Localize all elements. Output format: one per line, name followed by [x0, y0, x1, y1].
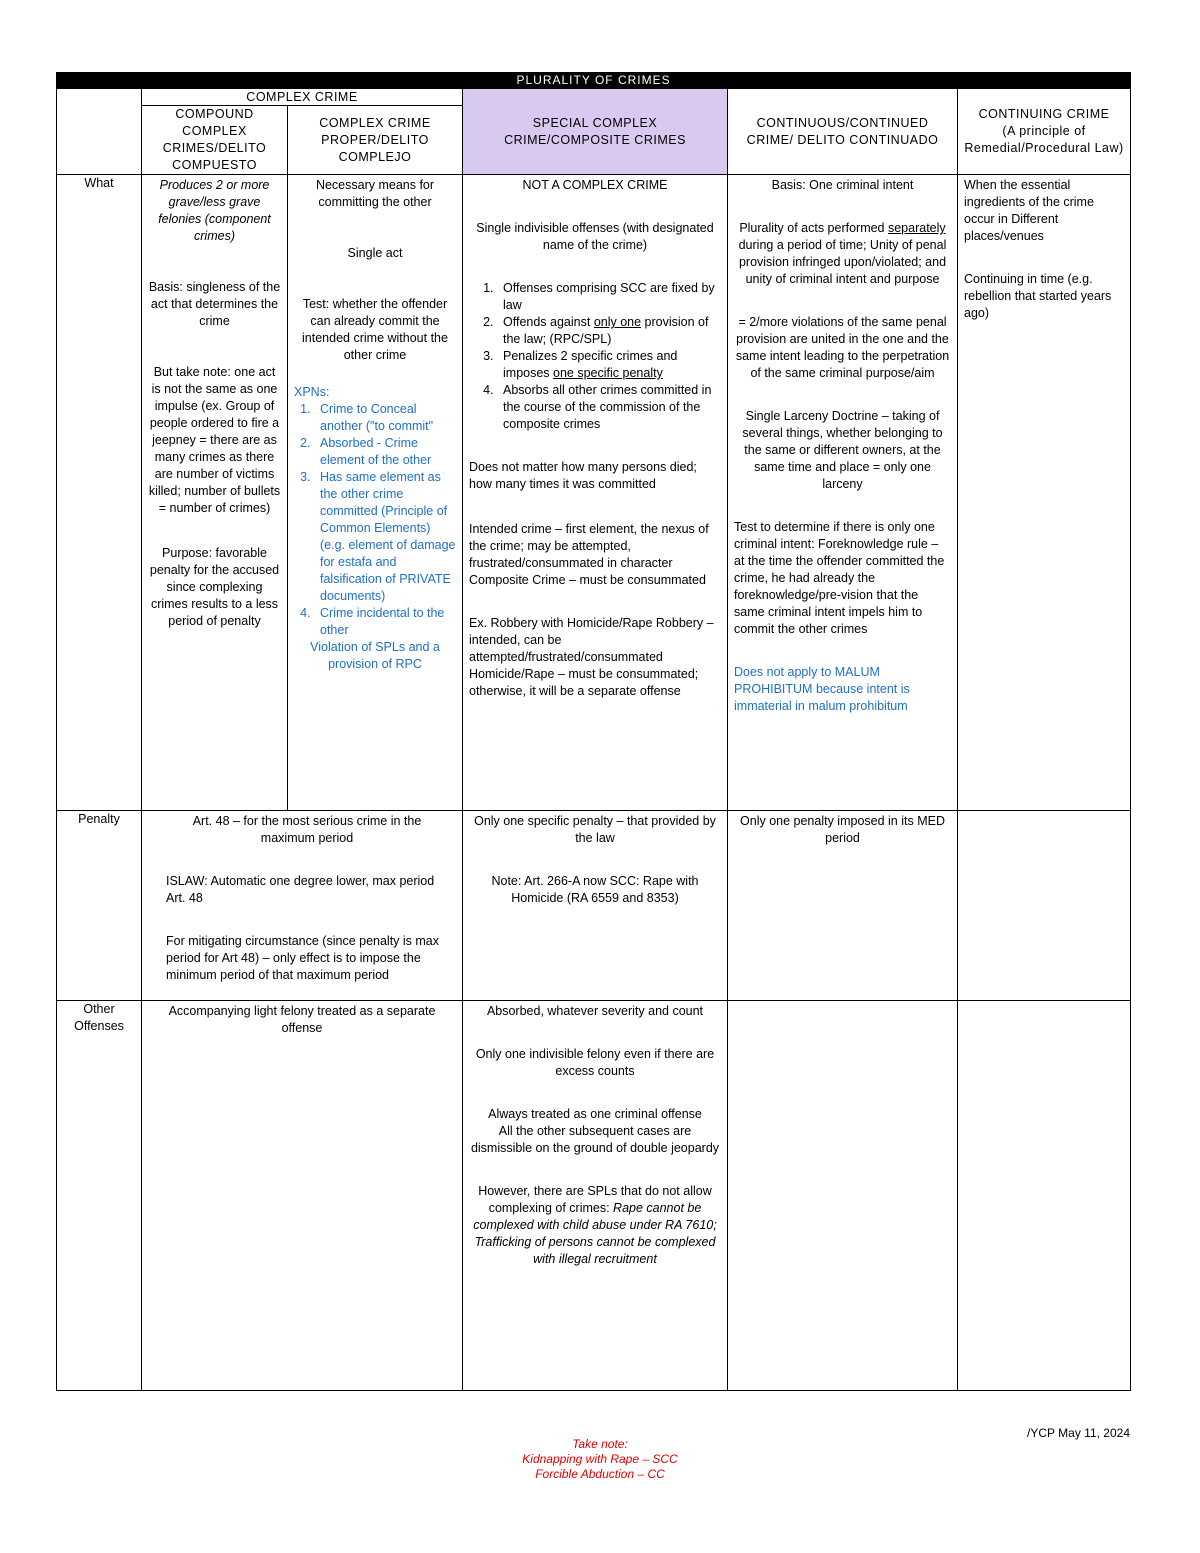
take-note-line1: Kidnapping with Rape – SCC	[522, 1452, 678, 1466]
penalty-special-p2: Note: Art. 266-A now SCC: Rape with Homicide (RA 6559 and 8353)	[491, 874, 699, 905]
other-special-p3a: Always treated as one criminal offense	[488, 1107, 702, 1121]
table-title: PLURALITY OF CRIMES	[57, 73, 1131, 89]
what-proper-p1: Necessary means for committing the other	[315, 178, 435, 209]
continuing-title: CONTINUING CRIME	[978, 107, 1110, 121]
what-special-p4b: Composite Crime – must be consummated	[469, 573, 706, 587]
xpn-item: 4. Crime incidental to the other	[314, 605, 456, 639]
take-note-line2: Forcible Abduction – CC	[535, 1467, 665, 1481]
other-complex-cell	[142, 1001, 463, 1391]
what-special-p2: Single indivisible offenses (with designated name of the crime)	[476, 221, 714, 252]
what-compound-p4: Purpose: favorable penalty for the accused since complexing crimes results to a less period of penalty	[149, 546, 280, 628]
penalty-continuing-cell	[958, 811, 1131, 1001]
xpn-item: 2. Absorbed - Crime element of the other	[314, 435, 456, 469]
what-proper-p2: Single act	[347, 246, 403, 260]
other-continuing-cell	[958, 1001, 1131, 1391]
what-compound-cell	[142, 175, 288, 811]
scc-list	[469, 280, 721, 433]
what-continuous-p2: Plurality of acts performed separately during a period of time; Unity of penal provision infringed upon/violated; and unity of criminal intent and purpose	[738, 221, 947, 286]
other-special-p4: However, there are SPLs that do not allow complexing of crimes: Rape cannot be complexed with child abuse under RA 7610; Trafficking of persons cannot be complexed with illegal recruitment	[473, 1184, 717, 1266]
corner-cell	[57, 89, 142, 175]
what-special-p3: Does not matter how many persons died; how many times it was committed	[469, 460, 697, 491]
what-continuous-p6: Does not apply to MALUM PROHIBITUM because intent is immaterial in malum prohibitum	[734, 665, 910, 713]
xpn-item: 3. Has same element as the other crime committed (Principle of Common Elements) (e.g. element of damage for estafa and falsification of PRIVATE documents)	[314, 469, 456, 605]
scc-item: 2. Offends against only one provision of the law; (RPC/SPL)	[497, 314, 721, 348]
what-compound-p3: But take note: one act is not the same as one impulse (ex. Group of people ordered to fire a jeepney = there are as many crimes as there are number of victims killed; number of bullets = number of crimes)	[148, 365, 281, 515]
other-continuous-cell	[728, 1001, 958, 1391]
what-continuous-p1: Basis: One criminal intent	[771, 178, 914, 192]
penalty-complex-p1: Art. 48 – for the most serious crime in the maximum period	[192, 814, 422, 845]
take-note-title: Take note:	[572, 1437, 628, 1451]
plurality-table	[56, 72, 1131, 1391]
other-special-p3b: All the other subsequent cases are dismissible on the ground of double jeopardy	[470, 1124, 720, 1155]
other-special-p2: Only one indivisible felony even if there are excess counts	[475, 1047, 715, 1078]
what-continuing-p1: When the essential ingredients of the crime occur in Different places/venues	[964, 178, 1094, 243]
what-proper-p3: Test: whether the offender can already commit the intended crime without the other crime	[302, 297, 448, 362]
continuous-header: CONTINUOUS/CONTINUED CRIME/ DELITO CONTINUADO	[728, 89, 958, 175]
what-compound-p2: Basis: singleness of the act that determines the crime	[148, 280, 281, 328]
what-continuous-p5: Test to determine if there is only one criminal intent: Foreknowledge rule – at the time the offender committed the crime, he had already the foreknowledge/pre-vision that the same criminal intent impels him to commit the other crimes	[734, 520, 945, 636]
what-special-p1: NOT A COMPLEX CRIME	[522, 178, 668, 192]
scc-item: 4. Absorbs all other crimes committed in the course of the commission of the composite crimes	[497, 382, 721, 433]
what-special-p5: Ex. Robbery with Homicide/Rape Robbery – intended, can be attempted/frustrated/consummated Homicide/Rape – must be consummated; otherwise, it will be a separate offense	[469, 616, 714, 698]
special-complex-header: SPECIAL COMPLEX CRIME/COMPOSITE CRIMES	[463, 89, 728, 175]
what-continuous-p4: Single Larceny Doctrine – taking of several things, whether belonging to the same or different owners, at the same time and place = only one larceny	[742, 409, 943, 491]
continuing-header	[958, 89, 1131, 175]
xpn-item: 1. Crime to Conceal another ("to commit"	[314, 401, 456, 435]
penalty-complex-cell	[142, 811, 463, 1001]
what-continuing-cell	[958, 175, 1131, 811]
what-continuous-p3: = 2/more violations of the same penal provision are united in the one and the same intent leading to the perpetration of the same criminal purpose/aim	[735, 315, 950, 380]
footer-signature: /YCP May 11, 2024	[1027, 1426, 1130, 1440]
complex-crime-header: COMPLEX CRIME	[142, 89, 463, 106]
proper-header: COMPLEX CRIME PROPER/DELITO COMPLEJO	[288, 106, 463, 175]
scc-item: 1. Offenses comprising SCC are fixed by law	[497, 280, 721, 314]
other-special-cell	[463, 1001, 728, 1391]
what-special-cell	[463, 175, 728, 811]
what-continuing-p2: Continuing in time (e.g. rebellion that started years ago)	[964, 272, 1112, 320]
penalty-complex-p3: For mitigating circumstance (since penalty is max period for Art 48) – only effect is to impose the minimum period of that maximum period	[166, 934, 440, 982]
what-special-p4a: Intended crime – first element, the nexus of the crime; may be attempted, frustrated/consummated in character	[469, 522, 709, 570]
other-complex-p1: Accompanying light felony treated as a separate offense	[168, 1004, 436, 1035]
continuing-subtitle: (A principle of Remedial/Procedural Law)	[964, 124, 1124, 155]
row-label-other: Other Offenses	[57, 1001, 142, 1391]
other-special-p1: Absorbed, whatever severity and count	[486, 1004, 704, 1018]
penalty-special-cell	[463, 811, 728, 1001]
what-proper-cell	[288, 175, 463, 811]
compound-header: COMPOUND COMPLEX CRIMES/DELITO COMPUESTO	[142, 106, 288, 175]
what-continuous-cell	[728, 175, 958, 811]
xpn-tail: Violation of SPLs and a provision of RPC	[310, 640, 440, 671]
penalty-complex-p2: ISLAW: Automatic one degree lower, max period Art. 48	[166, 874, 435, 905]
xpn-list	[294, 401, 456, 639]
what-compound-p1: Produces 2 or more grave/less grave felonies (component crimes)	[158, 178, 271, 243]
scc-item: 3. Penalizes 2 specific crimes and imposes one specific penalty	[497, 348, 721, 382]
penalty-special-p1: Only one specific penalty – that provided by the law	[474, 814, 716, 845]
take-note	[0, 1437, 1200, 1482]
row-label-what: What	[57, 175, 142, 811]
penalty-continuous-p1: Only one penalty imposed in its MED period	[740, 814, 945, 845]
row-label-penalty: Penalty	[57, 811, 142, 1001]
what-proper-xpn-label: XPNs:	[294, 385, 330, 399]
penalty-continuous-cell	[728, 811, 958, 1001]
